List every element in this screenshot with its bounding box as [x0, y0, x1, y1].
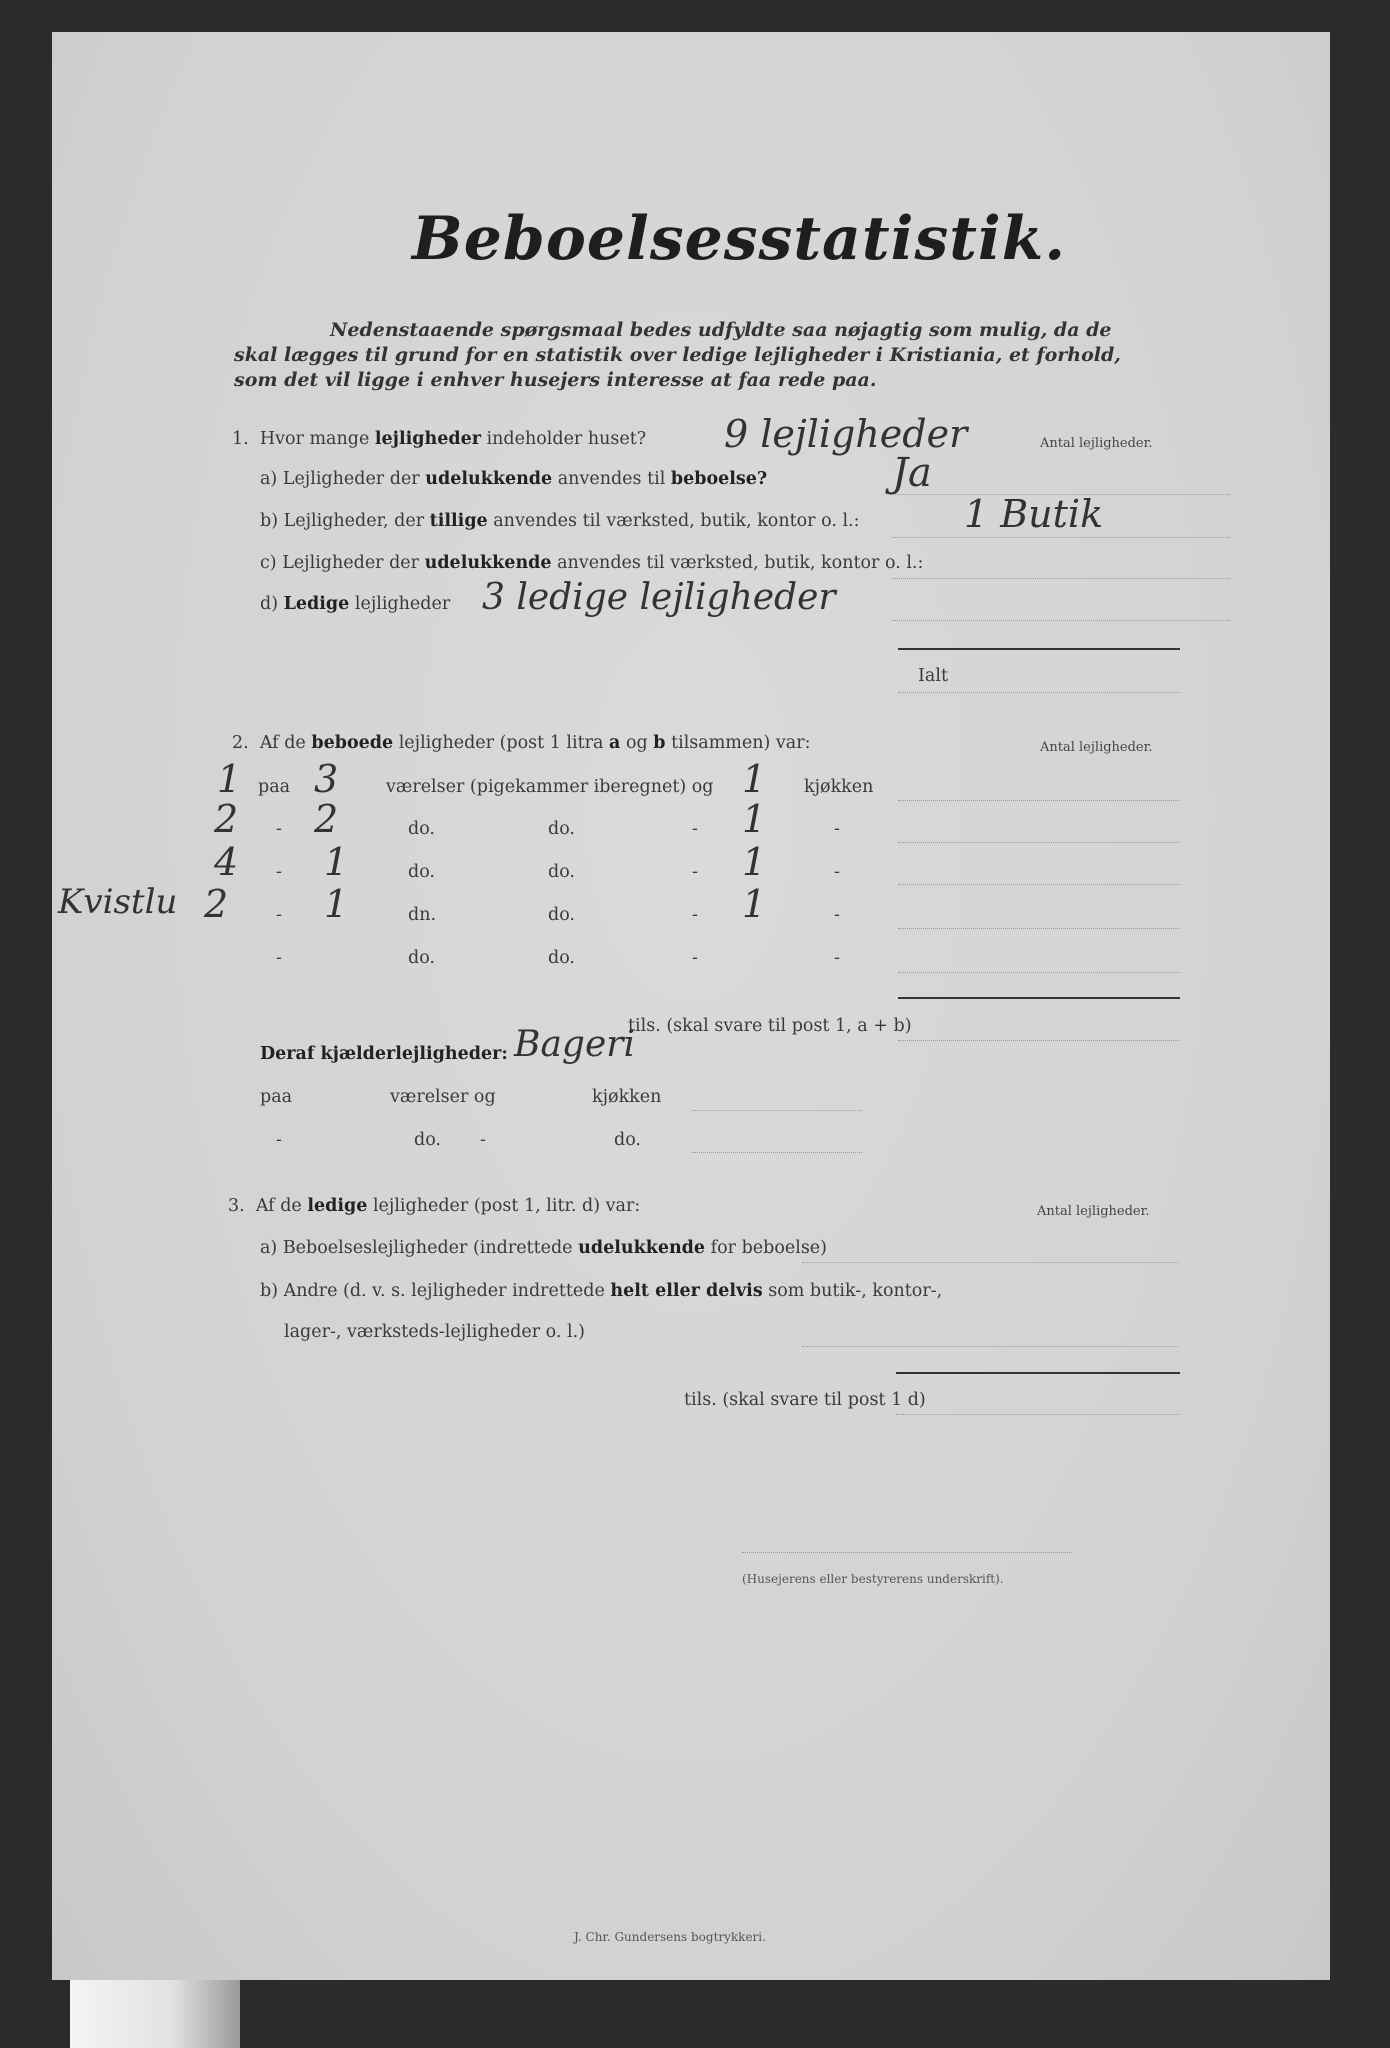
q2-row4-count: 2	[204, 882, 229, 926]
intro-line-1: Nedenstaaende spørgsmaal bedes udfyldte saa nøjagtig som mulig, da de	[330, 319, 1112, 341]
q1a-question: a) Lejligheder der udelukkende anvendes til beboelse?	[260, 469, 768, 489]
q1-question: 1. Hvor mange lejligheder indeholder huset?	[232, 429, 647, 449]
q1d-handwritten-answer: 3 ledige lejligheder	[482, 577, 836, 618]
q2-row1-vaerelser: værelser (pigekammer iberegnet) og	[386, 777, 714, 797]
q2-sum-rule	[898, 997, 1180, 999]
q3-tils-label: tils. (skal svare til post 1 d)	[684, 1390, 926, 1410]
q2-row3-count: 4	[214, 840, 239, 884]
q2-row2-rooms: 2	[314, 797, 339, 841]
printer-imprint: J. Chr. Gundersens bogtrykkeri.	[574, 1930, 766, 1944]
q2-row3-rooms: 1	[324, 840, 349, 884]
q1-sum-rule	[898, 648, 1180, 650]
q1b-handwritten-answer: 1 Butik	[964, 492, 1104, 536]
q2-row1-kitchen: 1	[742, 757, 767, 801]
q2-question: 2. Af de beboede lejligheder (post 1 litra a og b tilsammen) var:	[232, 733, 811, 753]
q1d-question: d) Ledige lejligheder	[260, 594, 451, 614]
q2-row4-margin-note: Kvistlu	[58, 882, 178, 922]
intro-line-3: som det vil ligge i enhver husejers interesse at faa rede paa.	[234, 369, 877, 391]
page-title: Beboelsesstatistik.	[412, 204, 1067, 274]
q2-deraf-label: Deraf kjælderlejligheder:	[260, 1044, 508, 1064]
signature-caption: (Husejerens eller bestyrerens underskrift).	[742, 1572, 1004, 1586]
q3-sum-rule	[896, 1372, 1180, 1374]
q1-handwritten-answer: 9 lejligheder	[724, 412, 968, 456]
signature-line	[742, 1552, 1072, 1553]
q2-row4-kitchen: 1	[742, 882, 767, 926]
q1-column-header: Antal lejligheder.	[1040, 436, 1153, 451]
q3b-question: b) Andre (d. v. s. lejligheder indrettede helt eller delvis som butik-, kontor-,	[260, 1281, 943, 1301]
q2-row1-paa: paa	[258, 777, 291, 797]
q1b-question: b) Lejligheder, der tillige anvendes til værksted, butik, kontor o. l.:	[260, 511, 860, 531]
q1a-handwritten-answer: Ja	[892, 450, 932, 496]
q2-row1-count: 1	[217, 757, 242, 801]
intro-line-2: skal lægges til grund for en statistik over ledige lejligheder i Kristiania, et forhold,	[234, 344, 1121, 366]
q2-row2-kitchen: 1	[742, 797, 767, 841]
q2-row1-kjokken: kjøkken	[804, 777, 874, 797]
q1-number: 1.	[232, 429, 249, 449]
q2-row4-rooms: 1	[324, 882, 349, 926]
q1c-question: c) Lejligheder der udelukkende anvendes til værksted, butik, kontor o. l.:	[260, 553, 924, 573]
q3a-question: a) Beboelseslejligheder (indrettede udelukkende for beboelse)	[260, 1238, 827, 1258]
q2-column-header: Antal lejligheder.	[1040, 740, 1153, 755]
q1-total-label: Ialt	[918, 666, 948, 686]
census-form-sheet: Beboelsesstatistik. Nedenstaaende spørgsmaal bedes udfyldte saa nøjagtig som mulig, da de skal lægges til grund for en statistik over ledige lejligheder i Kristiania, et forhold, som det vil ligge i enhver husejers interesse at faa rede paa. 1. Hvor mange lejligheder indeholder huset? 9 lejligheder Antal lejligheder. a) Lejligheder der udelukkende anvendes til beboelse? Ja b) Lejligheder, der tillige anvendes til værksted, butik, kontor o. l.: 1 Butik c) Lejligheder der udelukkende anvendes til værksted, butik, kontor o. l.: d) Ledige lejligheder 3 ledige lejligheder Ialt 2. Af de beboede lejligheder (post 1 litra a og b tilsammen) var: Antal lejligheder. 1 paa 3 værelser (pigekammer iberegnet) og 1 kjøkken 2 - 2 do. do. - 1 - 4 - 1 do. do. - 1 - Kvistlu 2 - 1 dn. do. - 1 - - do. do. - - tils. (skal svare til post 1, a + b) Deraf kjælderlejligheder: Bageri paa værelser og kjøkken - do. - do. 3. Af de ledige lejligheder (post 1, litr. d) var: Antal lejligheder. a) Beboelseslejligheder (indrettede udelukkende for beboelse) b) Andre (d. v. s. lejligheder indrettede helt eller delvis som butik-, kontor-, lager-, værksteds-lejligheder o. l.) tils. (skal svare til post 1 d) (Husejerens eller bestyrerens underskrift). J. Chr. Gundersens bogtrykkeri.	[52, 32, 1330, 1980]
q3-question: 3. Af de ledige lejligheder (post 1, litr. d) var:	[228, 1196, 641, 1216]
q2-row3-kitchen: 1	[742, 840, 767, 884]
q2-tils-label: tils. (skal svare til post 1, a + b)	[628, 1016, 912, 1036]
q2-row2-count: 2	[214, 797, 239, 841]
q2-row1-rooms: 3	[314, 757, 339, 801]
q2-deraf-handwritten-answer: Bageri	[514, 1024, 635, 1065]
q3-column-header: Antal lejligheder.	[1037, 1204, 1150, 1219]
q3b-question-cont: lager-, værksteds-lejligheder o. l.)	[284, 1322, 585, 1342]
